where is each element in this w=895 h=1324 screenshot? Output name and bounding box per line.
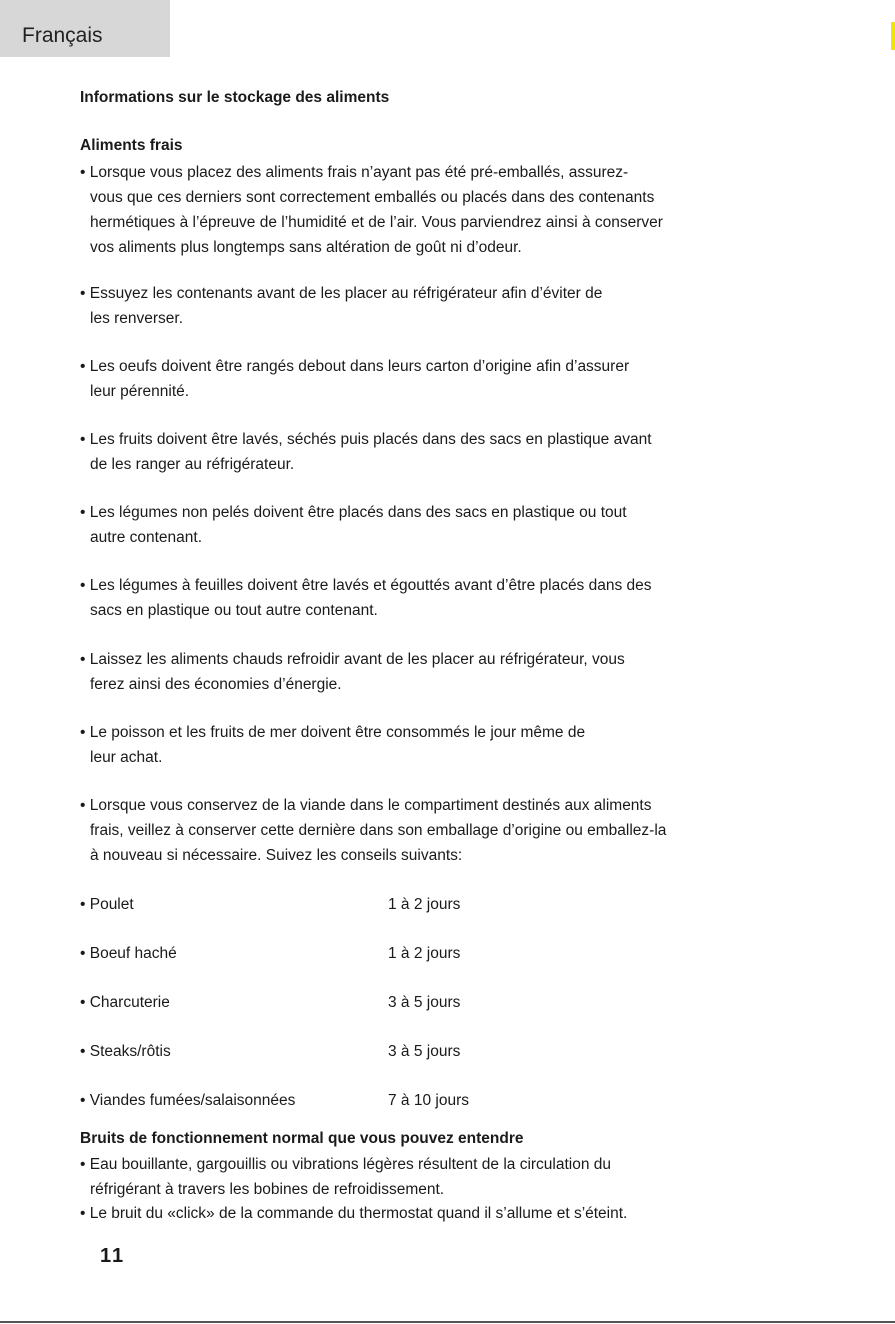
bullet-line: hermétiques à l’épreuve de l’humidité et de l’air. Vous parviendrez ainsi à conserver [90, 214, 663, 231]
bullet-line: • Le poisson et les fruits de mer doivent être consommés le jour même de [80, 724, 586, 741]
bullet-item [80, 647, 625, 697]
page-number: 11 [100, 1245, 126, 1267]
bullet-line: leur pérennité. [90, 383, 190, 400]
fresh-food-heading: Aliments frais [80, 137, 183, 154]
bullet-line: vous que ces derniers sont correctement emballés ou placés dans des contenants [90, 189, 655, 206]
bullet-line: de les ranger au réfrigérateur. [90, 456, 295, 473]
meat-item: • Charcuterie [80, 994, 170, 1011]
page-title: Informations sur le stockage des aliments [80, 89, 390, 106]
bullet-line: • Laissez les aliments chauds refroidir avant de les placer au réfrigérateur, vous [80, 651, 625, 668]
meat-duration: 3 à 5 jours [388, 1043, 461, 1060]
bullet-line: • Les oeufs doivent être rangés debout dans leurs carton d’origine afin d’assurer [80, 358, 630, 375]
bullet-line: • Le bruit du «click» de la commande du thermostat quand il s’allume et s’éteint. [80, 1205, 628, 1222]
bullet-item [80, 427, 652, 477]
bullet-item [80, 720, 585, 770]
bullet-line: • Essuyez les contenants avant de les placer au réfrigérateur afin d’éviter de [80, 285, 603, 302]
bullet-line: vos aliments plus longtemps sans altération de goût ni d’odeur. [90, 239, 522, 256]
meat-duration: 1 à 2 jours [388, 945, 461, 962]
noise-heading: Bruits de fonctionnement normal que vous pouvez entendre [80, 1130, 524, 1147]
bullet-line: frais, veillez à conserver cette dernière dans son emballage d’origine ou emballez-la [90, 822, 667, 839]
meat-row [80, 896, 461, 914]
bullet-line: • Les légumes non pelés doivent être placés dans des sacs en plastique ou tout [80, 504, 627, 521]
bullet-item [80, 1152, 611, 1202]
bullet-item [80, 793, 666, 868]
meat-item: • Viandes fumées/salaisonnées [80, 1092, 296, 1109]
bullet-item [80, 1201, 627, 1226]
bullet-line: • Les légumes à feuilles doivent être lavés et égouttés avant d’être placés dans des [80, 577, 652, 594]
bullet-line: • Les fruits doivent être lavés, séchés puis placés dans des sacs en plastique avant [80, 431, 652, 448]
bullet-line: leur achat. [90, 749, 163, 766]
bottom-rule [0, 1321, 895, 1323]
bullet-item [80, 573, 652, 623]
meat-duration: 7 à 10 jours [388, 1092, 469, 1109]
meat-duration: 1 à 2 jours [388, 896, 461, 913]
bullet-line: • Lorsque vous placez des aliments frais n’ayant pas été pré-emballés, assurez- [80, 164, 629, 181]
meat-item: • Steaks/rôtis [80, 1043, 171, 1060]
meat-item: • Poulet [80, 896, 134, 913]
meat-duration: 3 à 5 jours [388, 994, 461, 1011]
meat-row [80, 994, 461, 1012]
bullet-line: réfrigérant à travers les bobines de refroidissement. [90, 1181, 445, 1198]
language-label: Français [22, 24, 103, 47]
meat-row [80, 1092, 469, 1110]
language-tab [0, 0, 170, 57]
bullet-item [80, 160, 663, 260]
meat-row [80, 1043, 461, 1061]
bullet-line: autre contenant. [90, 529, 203, 546]
meat-row [80, 945, 461, 963]
bullet-line: • Eau bouillante, gargouillis ou vibrations légères résultent de la circulation du [80, 1156, 612, 1173]
bullet-line: les renverser. [90, 310, 184, 327]
bullet-item [80, 281, 602, 331]
bullet-line: ferez ainsi des économies d’énergie. [90, 676, 342, 693]
meat-item: • Boeuf haché [80, 945, 177, 962]
bullet-item [80, 500, 627, 550]
bullet-line: • Lorsque vous conservez de la viande dans le compartiment destinés aux aliments [80, 797, 652, 814]
bullet-line: à nouveau si nécessaire. Suivez les conseils suivants: [90, 847, 463, 864]
edge-color-mark [891, 22, 895, 50]
bullet-item [80, 354, 629, 404]
bullet-line: sacs en plastique ou tout autre contenant. [90, 602, 378, 619]
